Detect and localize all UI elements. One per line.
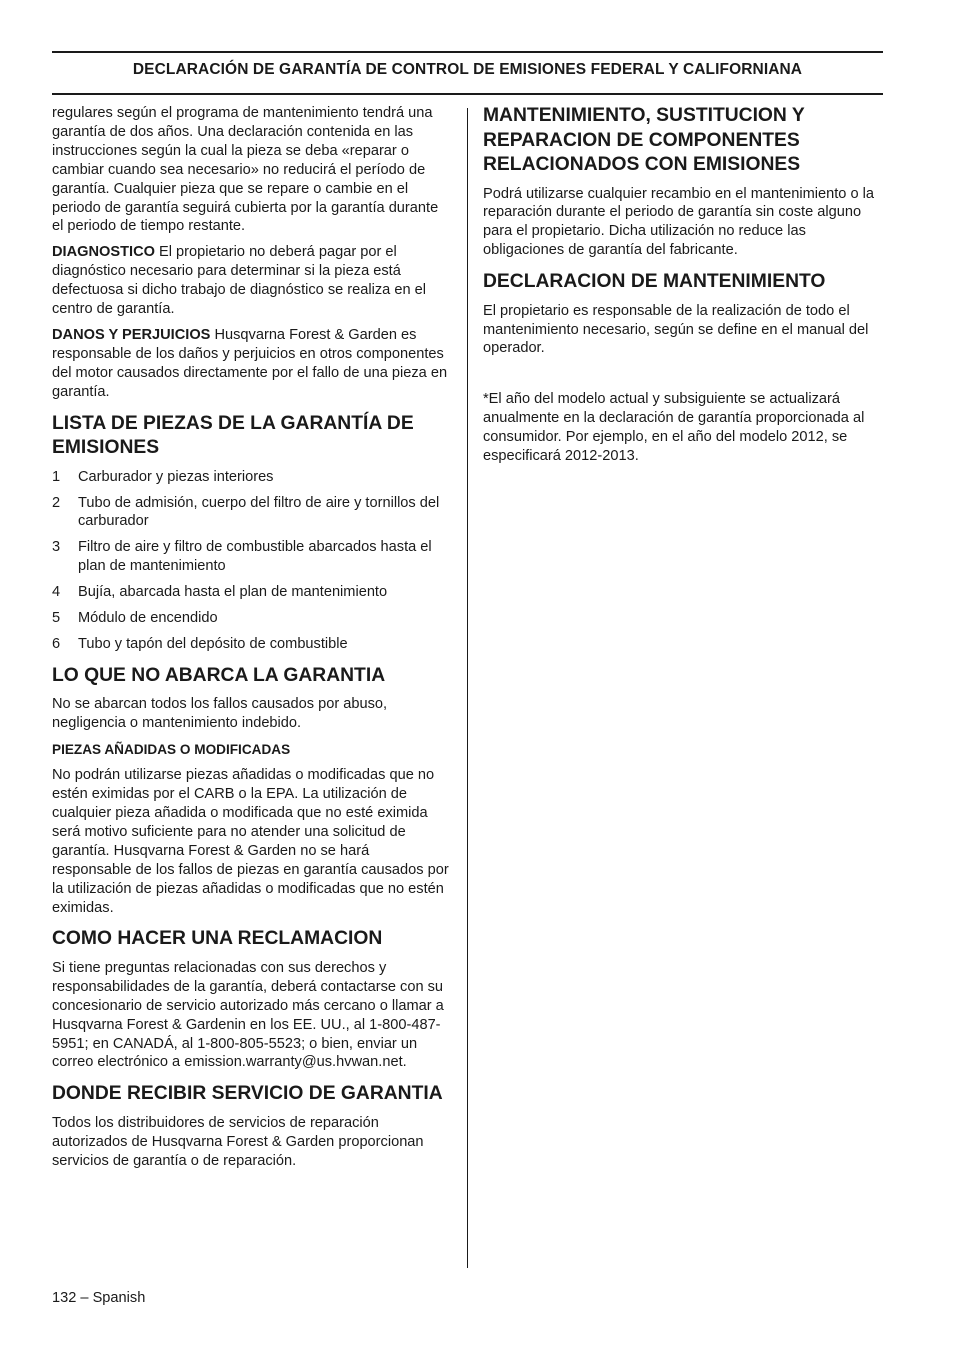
list-item-number: 3 xyxy=(52,539,61,556)
servicio-paragraph: Todos los distribuidores de servicios de reparación autorizados de Husqvarna Forest & Garden proporcionan servicios de garantía o de reparación. xyxy=(52,1114,424,1169)
list-item-number: 4 xyxy=(52,584,61,601)
servicio-heading: DONDE RECIBIR SERVICIO DE GARANTIA xyxy=(52,1083,443,1105)
diagnostico-label: DIAGNOSTICO xyxy=(52,244,155,261)
list-item-text: Filtro de aire y filtro de combustible abarcados hasta el plan de mantenimiento xyxy=(78,539,432,575)
right-column xyxy=(483,104,883,473)
page-number: 132 – Spanish xyxy=(52,1290,146,1306)
danos-text: Husqvarna Forest & Garden es responsable de los daños y perjuicios en otros componentes del motor causados directamente por el fallo de una pieza en garantía. xyxy=(52,326,448,400)
list-item xyxy=(52,494,450,532)
page-header-title: DECLARACIÓN DE GARANTÍA DE CONTROL DE EMISIONES FEDERAL Y CALIFORNIANA xyxy=(132,61,803,78)
list-item xyxy=(52,538,450,576)
footnote: *El año del modelo actual y subsiguiente se actualizará anualmente en la declaración de garantía proporcionada al consumidor. Por ejemplo, en el año del modelo 2012, se especificará 2012-2013. xyxy=(483,391,865,465)
list-item-number: 2 xyxy=(52,494,61,511)
danos-paragraph xyxy=(52,326,450,402)
declaracion-heading: DECLARACION DE MANTENIMIENTO xyxy=(483,271,826,293)
list-item-number: 6 xyxy=(52,635,61,652)
no-abarca-heading: LO QUE NO ABARCA LA GARANTIA xyxy=(52,664,386,686)
mantenimiento-paragraph: Podrá utilizarse cualquier recambio en el mantenimiento o la reparación durante el periodo de garantía sin coste alguno para el propietario. Dicha utilización no reduce las obligaciones de garantía del fabricante. xyxy=(483,185,874,259)
lista-piezas-heading: LISTA DE PIEZAS DE LA GARANTÍA DE EMISIONES xyxy=(52,412,414,459)
list-item xyxy=(52,583,450,602)
declaracion-paragraph: El propietario es responsable de la realización de todo el mantenimiento necesario, según se define en el manual del operador. xyxy=(483,302,869,357)
mantenimiento-heading: MANTENIMIENTO, SUSTITUCION Y REPARACION DE COMPONENTES RELACIONADOS CON EMISIONES xyxy=(483,105,805,175)
list-item xyxy=(52,609,450,628)
no-abarca-paragraph: No se abarcan todos los fallos causados por abuso, negligencia o mantenimiento indebido. xyxy=(52,696,388,732)
diagnostico-text: El propietario no deberá pagar por el diagnóstico necesario para determinar si la pieza está defectuosa si dicho trabajo de diagnóstico se realiza en el centro de garantía. xyxy=(52,244,427,318)
parts-list xyxy=(52,468,450,654)
list-item-text: Módulo de encendido xyxy=(78,610,218,627)
reclamacion-heading: COMO HACER UNA RECLAMACION xyxy=(52,928,383,950)
reclamacion-paragraph: Si tiene preguntas relacionadas con sus derechos y responsabilidades de la garantía, deberá contactarse con su concesionario de servicio autorizado más cercano o llamar a Husqvarna Forest & Gardenin en los EE. UU., al 1-800-487-5951; en CANADÁ, al 1-800-805-5523; o bien, enviar un correo electrónico a emission.warranty@us.hvwan.net. xyxy=(52,959,444,1071)
list-item-text: Tubo y tapón del depósito de combustible xyxy=(78,635,348,652)
piezas-anadidas-heading: PIEZAS AÑADIDAS O MODIFICADAS xyxy=(52,742,291,758)
list-item-number: 5 xyxy=(52,610,61,627)
header-top-rule xyxy=(52,51,883,53)
piezas-anadidas-paragraph: No podrán utilizarse piezas añadidas o modificadas que no estén eximidas por el CARB o la EPA. La utilización de cualquier pieza añadida o modificada que no esté eximida será motivo suficiente para no atender una solicitud de garantía. Husqvarna Forest & Garden no se hará responsable de los fallos de piezas en garantía causados por la utilización de piezas añadidas o modificadas que no estén eximidas. xyxy=(52,767,449,916)
list-item-text: Carburador y piezas interiores xyxy=(78,468,274,485)
header-bottom-rule xyxy=(52,93,883,95)
list-item xyxy=(52,468,450,487)
list-item-text: Bujía, abarcada hasta el plan de mantenimiento xyxy=(78,584,388,601)
list-item xyxy=(52,635,450,654)
left-column xyxy=(52,104,450,1178)
list-item-text: Tubo de admisión, cuerpo del filtro de aire y tornillos del carburador xyxy=(78,494,440,530)
intro-paragraph: regulares según el programa de mantenimiento tendrá una garantía de dos años. Una declaración contenida en las instrucciones según la cual la pieza se deba «reparar o cambiar cuando sea necesario» no reducirá el período de garantía. Cualquier pieza que se repare o cambie en el periodo de garantía seguirá cubierta por la garantía durante el periodo de tiempo restante. xyxy=(52,105,439,235)
danos-label: DANOS Y PERJUICIOS xyxy=(52,326,211,343)
list-item-number: 1 xyxy=(52,468,61,485)
diagnostico-paragraph xyxy=(52,243,450,319)
column-divider xyxy=(467,108,468,1268)
